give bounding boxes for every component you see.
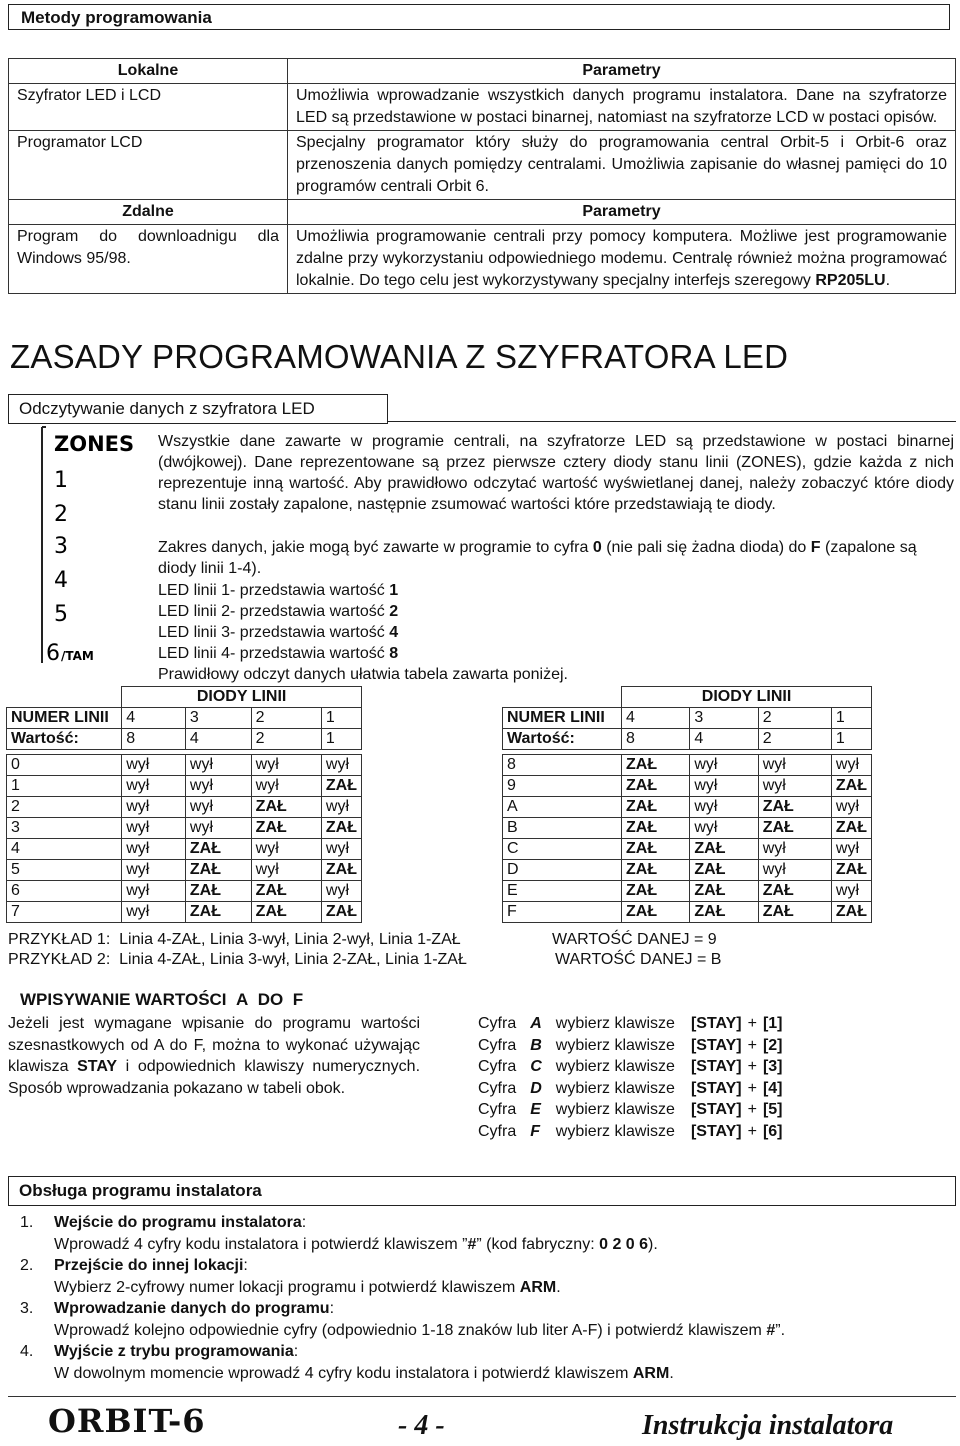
numer-value: 4 [122, 708, 186, 729]
step-number: 3. [20, 1300, 34, 1317]
digit-cell: C [503, 839, 622, 860]
led-line [158, 643, 954, 664]
table-row [478, 1035, 789, 1057]
led-state-cell: wył [122, 839, 186, 860]
led-state-cell: ZAŁ [758, 881, 831, 902]
example-2 [8, 949, 467, 971]
digit-cell: 1 [7, 776, 122, 797]
led-state-cell: ZAŁ [185, 881, 251, 902]
key-k2: [6] [762, 1122, 783, 1140]
example-label: PRZYKŁAD 2: [8, 951, 111, 968]
method-name: Programator LCD [9, 131, 288, 200]
zone-label: 4 [54, 568, 68, 593]
table-row [7, 687, 362, 708]
text: ”. [775, 1321, 786, 1339]
key-cyfra: Cyfra [478, 1015, 517, 1032]
step-number: 4. [20, 1343, 34, 1360]
manual-title: Instrukcja instalatora [642, 1410, 894, 1441]
led-state-cell: wył [185, 776, 251, 797]
value: 4 [389, 624, 399, 641]
led-state-cell: wył [251, 755, 321, 776]
led-state-cell: wył [321, 797, 361, 818]
text: WPISYWANIE WARTOŚCI [20, 990, 232, 1009]
spacer [503, 687, 622, 708]
led-state-cell: ZAŁ [251, 797, 321, 818]
led-state-cell: wył [251, 839, 321, 860]
led-state-cell: ZAŁ [690, 839, 758, 860]
led-state-cell: ZAŁ [690, 860, 758, 881]
text: . [556, 1278, 561, 1296]
digit-cell: E [503, 881, 622, 902]
led-state-cell: wył [185, 797, 251, 818]
wartosc-value: 1 [321, 729, 361, 750]
value: ARM [632, 1364, 670, 1382]
led-state-cell: ZAŁ [758, 797, 831, 818]
zone-label: 2 [54, 502, 68, 527]
key-k1: [STAY] [690, 1036, 742, 1054]
table-row [9, 59, 956, 84]
led-state-cell: ZAŁ [831, 860, 871, 881]
example-label: PRZYKŁAD 1: [8, 931, 111, 948]
led-state-cell: wył [122, 881, 186, 902]
key-plus: + [747, 1015, 757, 1032]
key-cyfra: Cyfra [478, 1101, 517, 1118]
key-plus: + [747, 1101, 757, 1118]
wartosc-value: 4 [185, 729, 251, 750]
led-state-cell: wył [185, 755, 251, 776]
table-row [503, 708, 872, 729]
text: LED linii 3- przedstawia wartość [158, 624, 390, 641]
numer-value: 3 [185, 708, 251, 729]
table-row [478, 1056, 789, 1078]
section-title-box [8, 4, 950, 30]
step-heading [20, 1255, 950, 1277]
remote-desc: Umożliwia programowanie centrali przy pomocy komputera. Możliwe jest programowanie zdalne przy wykorzystaniu odpowiedniego modemu. Centralę również można programować lokalnie. Do tego celu jest wykorzystywany specjalny interfejs szeregowy [296, 228, 947, 289]
led-state-cell: wył [251, 776, 321, 797]
key-plus: + [747, 1122, 757, 1140]
numer-value: 1 [321, 708, 361, 729]
step-colon: : [301, 1214, 307, 1231]
params-header: Parametry [288, 59, 956, 84]
key-letter: C [530, 1058, 542, 1075]
step-colon: : [329, 1300, 335, 1317]
table-row [503, 839, 872, 860]
wartosc-value: 1 [831, 729, 871, 750]
table-row [7, 839, 362, 860]
key-cyfra: Cyfra [478, 1079, 517, 1097]
led-state-cell: ZAŁ [758, 902, 831, 923]
orbit-logo: ORBIT-6 [48, 1402, 206, 1440]
key-action: wybierz klawisze [555, 1015, 675, 1032]
key-letter: A [530, 1015, 542, 1032]
main-heading: ZASADY PROGRAMOWANIA Z SZYFRATORA LED [10, 338, 789, 375]
text: Wprowadź kolejno odpowiednie cyfry (odpowiednio 1-18 znaków lub liter A-F) i potwierdź klawiszem [54, 1321, 767, 1339]
numer-label: NUMER LINII [7, 708, 122, 729]
step-colon: : [243, 1257, 248, 1274]
key-action: wybierz klawisze [555, 1101, 675, 1118]
led-line [158, 622, 954, 643]
text: A [236, 990, 249, 1009]
zone-suffix: /TAM [61, 649, 94, 663]
step-number: 2. [20, 1257, 34, 1274]
table-row [7, 755, 362, 776]
installer-steps [20, 1212, 950, 1384]
key-cyfra: Cyfra [478, 1036, 517, 1054]
spacer [7, 687, 122, 708]
text: Wprowadź 4 cyfry kodu instalatora i potwierdź klawiszem ” [54, 1235, 468, 1253]
local-header: Lokalne [9, 59, 288, 84]
wartosc-label: Wartość: [7, 729, 122, 750]
text: (zapalone są diody linii 1-4). [158, 539, 917, 577]
led-state-cell: ZAŁ [831, 776, 871, 797]
table-row [9, 131, 956, 200]
led-state-cell: ZAŁ [321, 818, 361, 839]
digit-cell: D [503, 860, 622, 881]
table-row [503, 687, 872, 708]
method-desc: Specjalny programator który służy do programowania central Orbit-5 i Orbit-6 oraz przenoszenia danych pomiędzy centralami. Umożliwia zapisanie do własnej pamięci do 10 programów centrali Orbit 6. [288, 131, 956, 200]
diody-header: DIODY LINII [122, 687, 362, 708]
method-name: Program do downloadnigu dla Windows 95/98. [9, 225, 288, 294]
value: 0 [592, 539, 602, 556]
text: LED linii 1- przedstawia wartość [158, 582, 390, 599]
value: # [766, 1321, 776, 1339]
table-row [503, 881, 872, 902]
key-k2: [1] [762, 1015, 783, 1032]
text: LED linii 4- przedstawia wartość [158, 645, 390, 662]
value: 1 [389, 582, 399, 599]
digit-cell: B [503, 818, 622, 839]
footer-divider [8, 1396, 956, 1397]
text: ). [648, 1235, 658, 1253]
led-line [158, 601, 954, 622]
bit-table-right [502, 686, 872, 923]
key-action: wybierz klawisze [555, 1079, 675, 1097]
text: W dowolnym momencie wprowadź 4 cyfry kodu instalatora i potwierdź klawiszem [54, 1364, 633, 1382]
led-state-cell: wył [122, 818, 186, 839]
digit-cell: 6 [7, 881, 122, 902]
key-k1: [STAY] [690, 1015, 742, 1032]
table-row [503, 729, 872, 750]
led-state-cell: ZAŁ [758, 818, 831, 839]
led-state-cell: ZAŁ [622, 881, 690, 902]
step-body [20, 1234, 950, 1256]
digit-cell: 3 [7, 818, 122, 839]
text: DO [253, 990, 288, 1009]
led-state-cell: wył [690, 755, 758, 776]
key-combo-table [478, 1013, 789, 1142]
led-state-cell: ZAŁ [622, 755, 690, 776]
key-action: wybierz klawisze [555, 1036, 675, 1054]
led-state-cell: wył [690, 797, 758, 818]
text: Jeżeli jest wymagane wpisanie do programu wartości szesnastkowych od A do F, można to wykonać używając klawisza [8, 1015, 420, 1075]
example-1-result: WARTOŚĆ DANEJ = 9 [552, 931, 717, 948]
digit-cell: 5 [7, 860, 122, 881]
value: # [467, 1235, 477, 1253]
table-row [503, 860, 872, 881]
bit-table-left [6, 686, 362, 923]
key-k1: [STAY] [690, 1101, 742, 1118]
table-row [9, 200, 956, 225]
led-state-cell: wył [831, 755, 871, 776]
table-row [503, 755, 872, 776]
led-state-cell: ZAŁ [622, 776, 690, 797]
led-state-cell: wył [321, 755, 361, 776]
step-title: Przejście do innej lokacji [54, 1257, 244, 1274]
led-state-cell: ZAŁ [185, 839, 251, 860]
table-row [7, 708, 362, 729]
zones-title: ZONES [54, 432, 135, 456]
installer-title-box [8, 1176, 956, 1206]
text: i odpowiednich klawiszy numerycznych. Sposób wprowadzania pokazano w tabeli obok. [8, 1058, 421, 1097]
text: (nie pali się żadna dioda) do [601, 539, 811, 556]
digit-cell: F [503, 902, 622, 923]
led-state-cell: wył [831, 839, 871, 860]
led-state-cell: wył [758, 860, 831, 881]
led-state-cell: wył [251, 860, 321, 881]
value: ARM [519, 1278, 557, 1296]
step-title: Wejście do programu instalatora [54, 1214, 302, 1231]
digit-cell: 9 [503, 776, 622, 797]
text: LED linii 2- przedstawia wartość [158, 603, 390, 620]
led-state-cell: wył [758, 755, 831, 776]
page-number: - 4 - [398, 1410, 445, 1441]
step-title: Wyjście z trybu programowania [54, 1343, 294, 1360]
installer-title: Obsługa programu instalatora [19, 1181, 262, 1200]
table-row [9, 84, 956, 131]
key-action: wybierz klawisze [555, 1058, 675, 1075]
key-letter: D [530, 1079, 542, 1097]
led-state-cell: ZAŁ [622, 818, 690, 839]
value: 2 [389, 603, 399, 620]
numer-value: 1 [831, 708, 871, 729]
digit-cell: 0 [7, 755, 122, 776]
table-row [7, 902, 362, 923]
table-row [503, 902, 872, 923]
numer-label: NUMER LINII [503, 708, 622, 729]
subheading: Odczytywanie danych z szyfratora LED [19, 399, 315, 418]
text: ” (kod fabryczny: [476, 1235, 600, 1253]
table-row [9, 225, 956, 294]
step-body [20, 1363, 950, 1385]
value: 0 2 0 6 [599, 1235, 649, 1253]
hex-input-heading [20, 990, 303, 1010]
diody-header: DIODY LINII [622, 687, 872, 708]
table-row [7, 776, 362, 797]
divider [388, 421, 956, 422]
key-k2: [5] [762, 1101, 783, 1118]
digit-cell: 4 [7, 839, 122, 860]
led-state-cell: wył [690, 818, 758, 839]
example-text: Linia 4-ZAŁ, Linia 3-wył, Linia 2-ZAŁ, Linia 1-ZAŁ [119, 951, 467, 968]
zone-label: 3 [54, 534, 68, 559]
note-line: Prawidłowy odczyt danych ułatwia tabela zawarta poniżej. [158, 666, 568, 683]
key-plus: + [747, 1036, 757, 1054]
digit-cell: A [503, 797, 622, 818]
key-k1: [STAY] [690, 1079, 742, 1097]
table-row [7, 797, 362, 818]
digit-cell: 2 [7, 797, 122, 818]
key-plus: + [747, 1058, 757, 1075]
hex-input-paragraph [8, 1013, 420, 1099]
led-state-cell: ZAŁ [622, 839, 690, 860]
wartosc-value: 2 [251, 729, 321, 750]
text: F [292, 990, 304, 1009]
subheading-box [8, 394, 388, 424]
table-row [7, 881, 362, 902]
wartosc-value: 8 [122, 729, 186, 750]
led-state-cell: wył [690, 776, 758, 797]
led-state-cell: wył [122, 776, 186, 797]
table-row [7, 818, 362, 839]
led-state-cell: wył [122, 755, 186, 776]
zone-label: 6 [46, 641, 60, 665]
key-k1: [STAY] [690, 1058, 742, 1075]
table-row [7, 729, 362, 750]
section-title: Metody programowania [21, 8, 212, 27]
led-state-cell: ZAŁ [831, 902, 871, 923]
method-name: Szyfrator LED i LCD [9, 84, 288, 131]
step-heading [20, 1298, 950, 1320]
led-line [158, 580, 954, 601]
intro-paragraph: Wszystkie dane zawarte w programie centrali, na szyfratorze LED są przedstawione w postaci binarnej (dwójkowej). Dane reprezentowane są przez pierwsze cztery diody stanu linii (ZONES), gdzie każda z nich reprezentuje inną wartość. Aby prawidłowo odczytać wartość wyświetlanej danej, należy zobaczyć które diody stanu linii zostały zapalone, następnie zsumować wartości które przedstawiają te diody. [158, 433, 954, 513]
key-k2: [4] [762, 1079, 783, 1097]
range-paragraph [158, 537, 954, 579]
led-state-cell: ZAŁ [251, 818, 321, 839]
methods-table [8, 58, 956, 294]
table-row [478, 1013, 789, 1035]
example-text: Linia 4-ZAŁ, Linia 3-wył, Linia 2-wył, Linia 1-ZAŁ [119, 931, 461, 948]
step-heading [20, 1212, 950, 1234]
table-row [503, 818, 872, 839]
params-header-2: Parametry [288, 200, 956, 225]
led-state-cell: wył [185, 818, 251, 839]
wartosc-value: 8 [622, 729, 690, 750]
led-state-cell: wył [122, 797, 186, 818]
example-1 [8, 929, 461, 951]
key-cyfra: Cyfra [478, 1122, 517, 1140]
table-row [503, 797, 872, 818]
numer-value: 2 [251, 708, 321, 729]
wartosc-value: 4 [690, 729, 758, 750]
key-letter: B [530, 1036, 542, 1054]
led-state-cell: ZAŁ [690, 881, 758, 902]
value: F [810, 539, 821, 556]
zone-label: 1 [54, 468, 68, 493]
led-state-cell: ZAŁ [321, 902, 361, 923]
led-state-cell: ZAŁ [251, 881, 321, 902]
table-row [478, 1121, 789, 1143]
key-plus: + [747, 1079, 757, 1097]
table-row [478, 1078, 789, 1100]
led-state-cell: wył [321, 881, 361, 902]
example-2-result: WARTOŚĆ DANEJ = B [555, 951, 722, 968]
led-state-cell: wył [831, 881, 871, 902]
text: Zakres danych, jakie mogą być zawarte w programie to cyfra [158, 539, 593, 556]
key-letter: F [530, 1122, 541, 1140]
led-state-cell: ZAŁ [622, 860, 690, 881]
method-desc: Umożliwia wprowadzanie wszystkich danych programu instalatora. Dane na szyfratorze LED są przedstawione w postaci binarnej, natomiast na szyfratorze LCD w postaci opisów. [288, 84, 956, 131]
key-k2: [2] [762, 1036, 783, 1054]
led-state-cell: wył [758, 776, 831, 797]
table-row [503, 776, 872, 797]
led-state-cell: wył [758, 839, 831, 860]
led-state-cell: ZAŁ [185, 902, 251, 923]
digit-cell: 7 [7, 902, 122, 923]
text: . [669, 1364, 674, 1382]
step-heading [20, 1341, 950, 1363]
table-row [478, 1099, 789, 1121]
key-k2: [3] [762, 1058, 783, 1075]
key-cyfra: Cyfra [478, 1058, 517, 1075]
led-state-cell: ZAŁ [831, 818, 871, 839]
led-state-cell: wył [321, 839, 361, 860]
step-body [20, 1320, 950, 1342]
remote-header: Zdalne [9, 200, 288, 225]
remote-desc-end: . [885, 272, 891, 289]
digit-cell: 8 [503, 755, 622, 776]
value: 8 [389, 645, 399, 662]
step-number: 1. [20, 1214, 34, 1231]
zones-led-panel [40, 425, 140, 665]
key-letter: E [530, 1101, 541, 1118]
step-body [20, 1277, 950, 1299]
led-state-cell: ZAŁ [690, 902, 758, 923]
led-state-cell: ZAŁ [622, 797, 690, 818]
key-action: wybierz klawisze [555, 1122, 675, 1140]
numer-value: 3 [690, 708, 758, 729]
interface-name: RP205LU [815, 272, 886, 289]
wartosc-value: 2 [758, 729, 831, 750]
led-state-cell: ZAŁ [622, 902, 690, 923]
numer-value: 4 [622, 708, 690, 729]
led-state-cell: wył [122, 902, 186, 923]
key-name: STAY [77, 1058, 118, 1075]
numer-value: 2 [758, 708, 831, 729]
led-lines [158, 580, 954, 685]
table-row [7, 860, 362, 881]
led-state-cell: wył [831, 797, 871, 818]
led-state-cell: ZAŁ [251, 902, 321, 923]
zone-label: 5 [54, 602, 68, 627]
wartosc-label: Wartość: [503, 729, 622, 750]
method-desc [288, 225, 956, 294]
led-state-cell: ZAŁ [185, 860, 251, 881]
led-state-cell: ZAŁ [321, 860, 361, 881]
led-state-cell: ZAŁ [321, 776, 361, 797]
key-k1: [STAY] [690, 1122, 742, 1140]
led-state-cell: wył [122, 860, 186, 881]
text: Wybierz 2-cyfrowy numer lokacji programu i potwierdź klawiszem [54, 1278, 520, 1296]
step-colon: : [293, 1343, 299, 1360]
step-title: Wprowadzanie danych do programu [54, 1300, 330, 1317]
